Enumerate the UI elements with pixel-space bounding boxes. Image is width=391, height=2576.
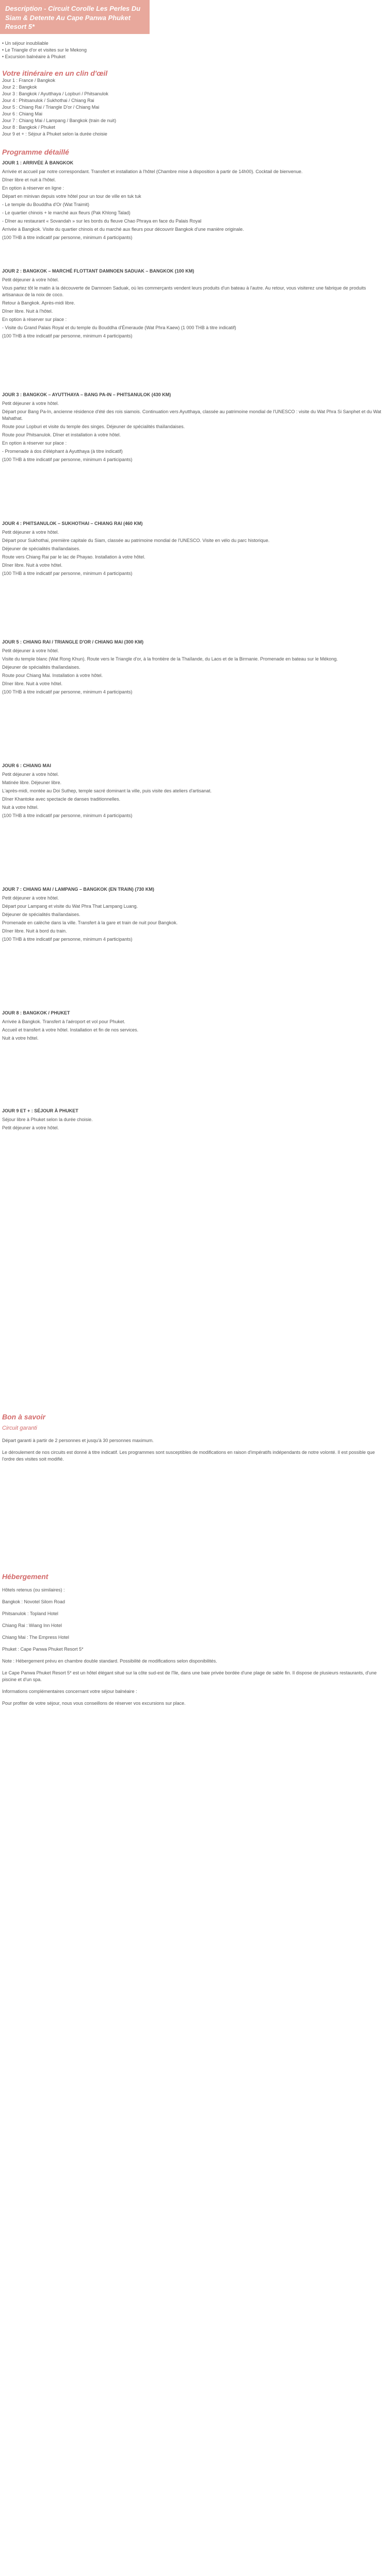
hotels-title: Hébergement bbox=[2, 1572, 48, 1581]
day-line: (100 THB à titre indicatif par personne, minimum 4 participants) bbox=[2, 937, 133, 942]
day-line: Dîner libre et nuit à l'hôtel. bbox=[2, 177, 56, 183]
day-line: - Dîner au restaurant « Sovandah » sur les bords du fleuve Chao Phraya en face du Palais Royal bbox=[2, 218, 202, 224]
day-line: Vous partez tôt le matin à la découverte de Damnoen Saduak, où les commerçants vendent leurs produits d'un bateau à l'autre. Au retour, vous visiterez une fabrique de produits artisanaux de la noix de coco. bbox=[2, 285, 366, 298]
day-line: Séjour libre à Phuket selon la durée choisie. bbox=[2, 1117, 93, 1123]
hotel-paragraph: Informations complémentaires concernant votre séjour balnéaire : bbox=[2, 1689, 137, 1694]
itinerary-item: Jour 3 : Bangkok / Ayutthaya / Lopburi / Phitsanulok bbox=[2, 91, 108, 96]
day-line: Dîner libre. Nuit à bord du train. bbox=[2, 928, 67, 934]
day-line: (100 THB à titre indicatif par personne, minimum 4 participants) bbox=[2, 333, 133, 339]
itinerary-item: Jour 5 : Chiang Rai / Triangle D'or / Chiang Mai bbox=[2, 105, 100, 110]
day-line: Petit déjeuner à votre hôtel. bbox=[2, 1125, 59, 1131]
day-heading: JOUR 8 : BANGKOK / PHUKET bbox=[2, 1010, 70, 1015]
day-line: - Le quartier chinois + le marché aux fleurs (Pak Khlong Talad) bbox=[2, 210, 131, 216]
hotel-paragraph: Note : Hébergement prévu en chambre double standard. Possibilité de modifications selon disponibilités. bbox=[2, 1658, 217, 1664]
title-banner bbox=[0, 0, 150, 34]
hotel-paragraph: Chiang Rai : Wiang Inn Hotel bbox=[2, 1623, 62, 1629]
day-line: (100 THB à titre indicatif par personne, minimum 4 participants) bbox=[2, 571, 133, 577]
day-line: Retour à Bangkok. Après-midi libre. bbox=[2, 300, 75, 306]
hotel-paragraph: Phuket : Cape Panwa Phuket Resort 5* bbox=[2, 1647, 84, 1652]
day-line: Dîner libre. Nuit à l'hôtel. bbox=[2, 309, 53, 314]
day-heading: JOUR 4 : PHITSANULOK – SUKHOTHAI – CHIANG RAI (460 KM) bbox=[2, 521, 143, 526]
hotel-paragraph: Phitsanulok : Topland Hotel bbox=[2, 1611, 58, 1617]
day-heading: JOUR 2 : BANGKOK – MARCHÉ FLOTTANT DAMNOEN SADUAK – BANGKOK (100 KM) bbox=[2, 268, 194, 274]
itinerary-item: Jour 2 : Bangkok bbox=[2, 84, 37, 90]
itinerary-item: Jour 8 : Bangkok / Phuket bbox=[2, 125, 56, 130]
info-paragraph: Départ garanti à partir de 2 personnes et jusqu'à 30 personnes maximum. bbox=[2, 1438, 154, 1443]
day-line: En option à réserver en ligne : bbox=[2, 185, 64, 191]
day-block bbox=[2, 520, 384, 579]
day-line: Déjeuner de spécialités thaïlandaises. bbox=[2, 912, 80, 918]
day-line: (100 THB à titre indicatif par personne, minimum 4 participants) bbox=[2, 235, 133, 241]
day-line: Petit déjeuner à votre hôtel. bbox=[2, 277, 59, 283]
day-line: Dîner Khantoke avec spectacle de danses traditionnelles. bbox=[2, 796, 121, 802]
day-block bbox=[2, 639, 384, 697]
day-line: Route vers Chiang Rai par le lac de Phayao. Installation à votre hôtel. bbox=[2, 554, 145, 560]
day-line: - Promenade à dos d'éléphant à Ayutthaya (à titre indicatif) bbox=[2, 449, 123, 454]
itinerary-item: Jour 1 : France / Bangkok bbox=[2, 78, 56, 83]
day-line: Accueil et transfert à votre hôtel. Installation et fin de nos services. bbox=[2, 1027, 139, 1033]
day-heading: JOUR 1 : ARRIVÉE À BANGKOK bbox=[2, 160, 74, 165]
day-line: Petit déjeuner à votre hôtel. bbox=[2, 401, 59, 406]
itinerary-item: Jour 9 et + : Séjour à Phuket selon la durée choisie bbox=[2, 131, 107, 137]
day-line: Route pour Lopburi et visite du temple des singes. Déjeuner de spécialités thaïlandaises. bbox=[2, 424, 185, 430]
day-block bbox=[2, 160, 384, 243]
highlight-item: • Un séjour inoubliable bbox=[2, 41, 48, 46]
day-line: Petit déjeuner à votre hôtel. bbox=[2, 530, 59, 535]
day-line: Promenade en calèche dans la ville. Transfert à la gare et train de nuit pour Bangkok. bbox=[2, 920, 178, 926]
itinerary-item: Jour 4 : Phitsanulok / Sukhothai / Chiang Rai bbox=[2, 98, 94, 103]
day-line: En option à réserver sur place : bbox=[2, 317, 67, 323]
highlight-item: • Le Triangle d'or et visites sur le Mekong bbox=[2, 47, 87, 53]
day-line: Petit déjeuner à votre hôtel. bbox=[2, 895, 59, 901]
day-heading: JOUR 6 : CHIANG MAI bbox=[2, 763, 52, 768]
day-line: Arrivée et accueil par notre correspondant. Transfert et installation à l'hôtel (Chambre mise à disposition à partir de 14h00). Cocktail de bienvenue. bbox=[2, 169, 303, 175]
day-line: Départ en minivan depuis votre hôtel pour un tour de ville en tuk tuk bbox=[2, 194, 141, 199]
itinerary-item: Jour 6 : Chiang Mai bbox=[2, 111, 43, 116]
day-line: Départ pour Sukhothai, première capitale du Siam, classée au patrimoine mondial de l'UNESCO. Visite en vélo du parc historique. bbox=[2, 538, 270, 544]
day-line: Nuit à votre hôtel. bbox=[2, 1036, 39, 1041]
day-line: Déjeuner de spécialités thaïlandaises. bbox=[2, 665, 80, 670]
page-title: Description - Circuit Corolle Les Perles Du Siam & Detente Au Cape Panwa Phuket Resort 5* bbox=[5, 5, 141, 31]
highlights-list bbox=[2, 40, 384, 60]
good-to-know-text bbox=[2, 1437, 384, 1468]
good-to-know-title: Bon à savoir bbox=[2, 1413, 46, 1421]
day-line: Déjeuner de spécialités thaïlandaises. bbox=[2, 546, 80, 552]
day-line: Nuit à votre hôtel. bbox=[2, 805, 39, 810]
hotel-paragraph: Hôtels retenus (ou similaires) : bbox=[2, 1587, 65, 1592]
hotel-paragraph: Le Cape Panwa Phuket Resort 5* est un hôtel élégant situé sur la côte sud-est de l'île, dans une baie privée bordée d'une plage de sable fin. Il dispose de plusieurs restaurants, d'une piscine et d'un spa. bbox=[2, 1670, 377, 1683]
day-block bbox=[2, 1108, 384, 1133]
itinerary-list bbox=[2, 77, 384, 138]
day-block bbox=[2, 762, 384, 821]
day-line: Départ pour Lampang et visite du Wat Phra That Lampang Luang. bbox=[2, 904, 138, 909]
day-heading: JOUR 7 : CHIANG MAI / LAMPANG – BANGKOK (EN TRAIN) (730 KM) bbox=[2, 887, 154, 892]
day-line: Départ pour Bang Pa-In, ancienne résidence d'été des rois siamois. Continuation vers Ayutthaya, classée au patrimoine mondial de l'UNESCO : visite du Wat Phra Si Sanphet et du Wat Mahathat. bbox=[2, 409, 381, 421]
hotels-text bbox=[2, 1587, 384, 1713]
day-line: Dîner libre. Nuit à votre hôtel. bbox=[2, 563, 63, 568]
itinerary-item: Jour 7 : Chiang Mai / Lampang / Bangkok (train de nuit) bbox=[2, 118, 117, 123]
day-heading: JOUR 9 ET + : SÉJOUR À PHUKET bbox=[2, 1108, 78, 1113]
day-line: Arrivée à Bangkok. Transfert à l'aéroport et vol pour Phuket. bbox=[2, 1019, 125, 1025]
day-heading: JOUR 5 : CHIANG RAI / TRIANGLE D'OR / CHIANG MAI (300 KM) bbox=[2, 639, 144, 645]
day-line: Route pour Phitsanulok. Dîner et installation à votre hôtel. bbox=[2, 432, 121, 438]
hotel-paragraph: Chiang Mai : The Empress Hotel bbox=[2, 1635, 69, 1640]
day-block bbox=[2, 886, 384, 944]
day-block bbox=[2, 392, 384, 465]
day-line: (100 THB à titre indicatif par personne, minimum 4 participants) bbox=[2, 813, 133, 819]
day-line: - Le temple du Bouddha d'Or (Wat Traimit) bbox=[2, 202, 89, 208]
day-line: Arrivée à Bangkok. Visite du quartier chinois et du marché aux fleurs pour découvrir Bangkok d'une manière originale. bbox=[2, 227, 244, 232]
highlight-item: • Excursion balnéaire à Phuket bbox=[2, 54, 66, 59]
day-line: En option à réserver sur place : bbox=[2, 440, 67, 446]
hotel-paragraph: Bangkok : Novotel Silom Road bbox=[2, 1599, 66, 1605]
day-line: Matinée libre. Déjeuner libre. bbox=[2, 780, 62, 786]
hotel-paragraph: Pour profiter de votre séjour, nous vous conseillons de réserver vos excursions sur place. bbox=[2, 1701, 186, 1706]
good-to-know-subtitle: Circuit garanti bbox=[2, 1425, 37, 1431]
info-paragraph: Le déroulement de nos circuits est donné à titre indicatif. Les programmes sont susceptibles de modifications en raison d'impératifs indépendants de notre volonté. Il est possible que l'ordre des visites soit modifié. bbox=[2, 1450, 375, 1462]
day-heading: JOUR 3 : BANGKOK – AYUTTHAYA – BANG PA-IN – PHITSANULOK (430 KM) bbox=[2, 392, 171, 397]
day-line: Route pour Chiang Mai. Installation à votre hôtel. bbox=[2, 673, 103, 679]
day-line: Petit déjeuner à votre hôtel. bbox=[2, 648, 59, 654]
day-line: Dîner libre. Nuit à votre hôtel. bbox=[2, 681, 63, 687]
day-line: L'après-midi, montée au Doi Suthep, temple sacré dominant la ville, puis visite des ateliers d'artisanat. bbox=[2, 788, 212, 794]
day-line: (100 THB à titre indicatif par personne, minimum 4 participants) bbox=[2, 457, 133, 463]
program-title: Programme détaillé bbox=[2, 148, 69, 156]
day-line: Visite du temple blanc (Wat Rong Khun). Route vers le Triangle d'or, à la frontière de la Thaïlande, du Laos et de la Birmanie. Promenade en bateau sur le Mékong. bbox=[2, 656, 338, 662]
itinerary-title: Votre itinéraire en un clin d'œil bbox=[2, 69, 108, 77]
day-line: - Visite du Grand Palais Royal et du temple du Bouddha d'Émeraude (Wat Phra Kaew) (1 000 THB à titre indicatif) bbox=[2, 325, 236, 331]
day-block bbox=[2, 268, 384, 341]
day-block bbox=[2, 1010, 384, 1043]
day-line: (100 THB à titre indicatif par personne, minimum 4 participants) bbox=[2, 689, 133, 695]
day-line: Petit déjeuner à votre hôtel. bbox=[2, 772, 59, 777]
